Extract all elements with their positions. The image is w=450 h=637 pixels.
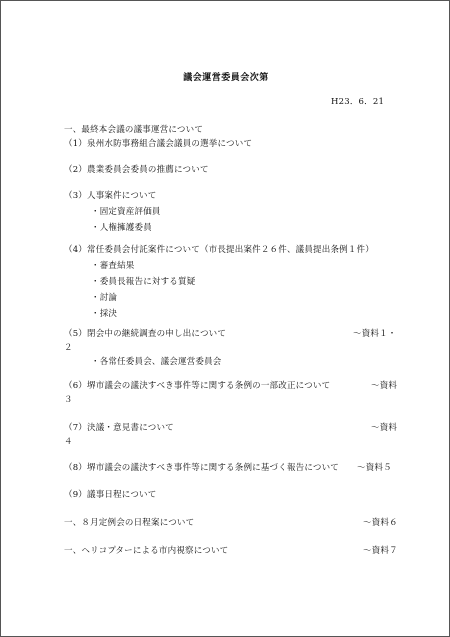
- agenda-item: （6）堺市議会の議決すべき事件等に関する条例の一部改正について: [64, 381, 331, 391]
- agenda-item: （3）人事案件について: [64, 191, 157, 201]
- agenda-item: （9）議事日程について: [64, 490, 157, 500]
- agenda-subitem: ・人権擁護委員: [91, 223, 152, 233]
- agenda-subitem: ・委員長報告に対する質疑: [91, 277, 196, 287]
- material-reference-wrap: ４: [64, 437, 73, 447]
- agenda-heading: 一、最終本会議の議事運営について: [64, 125, 204, 135]
- agenda-subitem: ・採決: [91, 309, 118, 319]
- material-reference: 〜資料: [371, 423, 398, 433]
- document-date: H23．6．21: [331, 97, 385, 107]
- agenda-item: （4）常任委員会付託案件について（市長提出案件２６件、議員提出条例１件）: [64, 245, 374, 255]
- agenda-item: （1）泉州水防事務組合議会議員の選挙について: [64, 139, 253, 149]
- agenda-item: （8）堺市議会の議決すべき事件等に関する条例に基づく報告について: [64, 463, 339, 473]
- agenda-item: （2）農業委員会委員の推薦について: [64, 165, 209, 175]
- agenda-heading: 一、ヘリコプターによる市内視察について: [64, 546, 229, 556]
- material-reference: 〜資料１・: [353, 329, 397, 339]
- agenda-subitem: ・固定資産評価員: [91, 207, 161, 217]
- document-title: 議会運営委員会次第: [183, 73, 269, 83]
- material-reference-wrap: ２: [64, 343, 73, 353]
- agenda-heading: 一、８月定例会の日程案について: [64, 518, 195, 528]
- agenda-item: （5）閉会中の継続調査の申し出について: [64, 329, 227, 339]
- material-reference: 〜資料７: [363, 546, 398, 556]
- agenda-subitem: ・討論: [91, 293, 118, 303]
- material-reference-wrap: ３: [64, 395, 73, 405]
- agenda-subitem: ・各常任委員会、議会運営委員会: [91, 357, 222, 367]
- agenda-subitem: ・審査結果: [91, 261, 135, 271]
- material-reference: 〜資料６: [363, 518, 398, 528]
- material-reference: 〜資料５: [357, 463, 392, 473]
- agenda-item: （7）決議・意見書について: [64, 423, 174, 433]
- material-reference: 〜資料: [371, 381, 398, 391]
